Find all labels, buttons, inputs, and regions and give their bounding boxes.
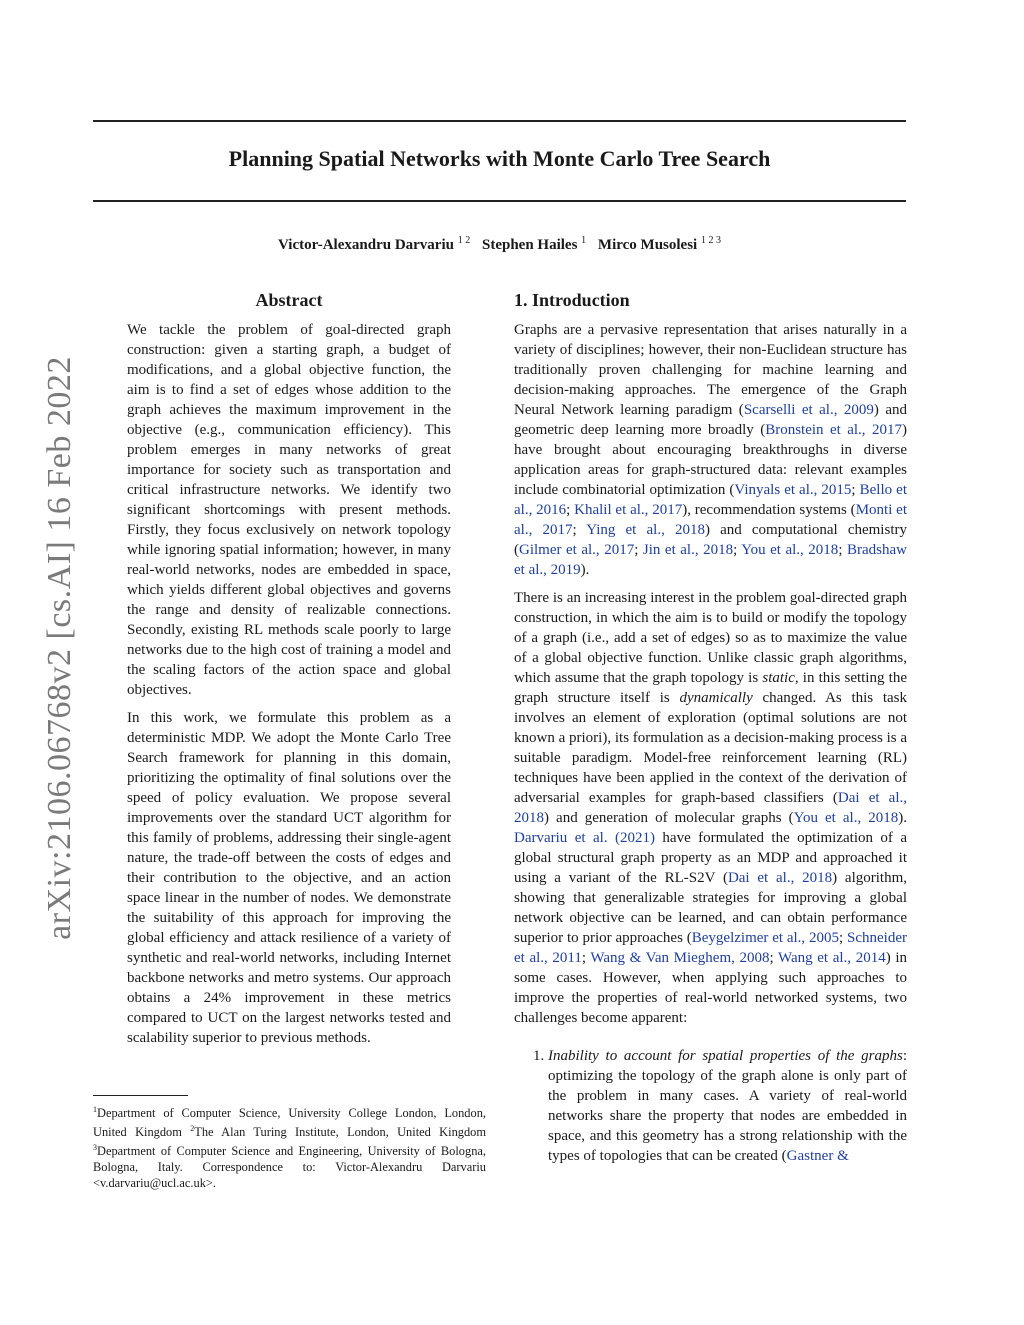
- citation-link[interactable]: Vinyals et al., 2015: [734, 482, 852, 498]
- citation-link[interactable]: Wang et al., 2014: [778, 950, 886, 966]
- citation-link[interactable]: Dai et al., 2018: [727, 870, 833, 886]
- footnote-marker: 2: [190, 1124, 195, 1134]
- author-name: Victor-Alexandru Darvariu: [278, 237, 454, 253]
- citation-link[interactable]: Bello et al., 2016: [514, 482, 908, 518]
- citation-link[interactable]: Bradshaw et al., 2019: [514, 542, 908, 578]
- author-affiliation: 1: [581, 235, 587, 246]
- left-column: [127, 290, 451, 1056]
- challenge-item-1: 1. Inability to account for spatial properties of the graphs: optimizing the topology of the graph alone is only part of the problem in many cases. A variety of real-world networks share the property that nodes are embedded in space, and this geometry has a strong relationship with the types of topologies that can be created (Gastner &: [548, 1046, 907, 1166]
- citation-link[interactable]: Wang & Van Mieghem, 2008: [590, 950, 770, 966]
- author-list: [93, 235, 906, 254]
- citation-link[interactable]: Beygelzimer et al., 2005: [691, 930, 840, 946]
- citation-link[interactable]: Schneider et al., 2011: [514, 930, 907, 966]
- introduction-heading: 1. Introduction: [514, 290, 630, 310]
- emphasis: Inability to account for spatial properties of the graphs: [548, 1048, 903, 1064]
- citation-link[interactable]: Scarselli et al., 2009: [743, 402, 874, 418]
- citation-link[interactable]: You et al., 2018: [793, 810, 899, 826]
- intro-paragraph-1: Graphs are a pervasive representation that arises naturally in a variety of disciplines; however, their non-Euclidean structure has traditionally proven challenging for machine learning and decision-making approaches. The emergence of the Graph Neural Network learning paradigm (Scarselli et al., 2009) and geometric deep learning more broadly (Bronstein et al., 2017) have brought about encouraging breakthroughs in diverse application areas for graph-structured data: relevant examples include combinatorial optimization (Vinyals et al., 2015; Bello et al., 2016; Khalil et al., 2017), recommendation systems (Monti et al., 2017; Ying et al., 2018) and computational chemistry (Gilmer et al., 2017; Jin et al., 2018; You et al., 2018; Bradshaw et al., 2019).: [514, 322, 908, 578]
- author-affiliation: 1 2: [457, 235, 471, 246]
- author-affiliation: 1 2 3: [700, 235, 721, 246]
- abstract-paragraph-2: In this work, we formulate this problem as a deterministic MDP. We adopt the Monte Carlo Tree Search framework for planning in this domain, prioritizing the optimality of final solutions over the speed of policy evaluation. We propose several improvements over the standard UCT algorithm for this family of problems, addressing their single-agent nature, the trade-off between the costs of edges and their contribution to the objective, and an action space linear in the number of nodes. We demonstrate the suitability of this approach for improving the global efficiency and attack resilience of a variety of synthetic and real-world networks, including Internet backbone networks and metro systems. Our approach obtains a 24% improvement in these metrics compared to UCT on the largest networks tested and scalability superior to previous methods.: [127, 710, 451, 1046]
- citation-link[interactable]: Khalil et al., 2017: [574, 502, 683, 518]
- citation-link[interactable]: Monti et al., 2017: [514, 502, 907, 538]
- right-column: [514, 290, 907, 1166]
- arxiv-identifier: arXiv:2106.06768v2 [cs.AI] 16 Feb 2022: [41, 356, 78, 940]
- author-name: Mirco Musolesi: [597, 237, 698, 253]
- citation-link[interactable]: You et al., 2018: [741, 542, 839, 558]
- paper-title: Planning Spatial Networks with Monte Carlo Tree Search: [228, 146, 771, 171]
- affiliations-footnote: $^1$Department of Computer Science, University College London, London, United Kingdom $^2$The Alan Turing Institute, London, United Kingdom $^3$Department of Computer Science and Engineering, University of Bologna, Bologna, Italy. Correspondence to: Victor-Alexandru Darvariu <v.darvariu@ucl.ac.uk>.: [93, 1105, 486, 1191]
- abstract-heading: Abstract: [255, 290, 323, 310]
- emphasis: dynamically: [679, 690, 753, 706]
- citation-link[interactable]: Ying et al., 2018: [586, 522, 705, 538]
- author-1: [278, 237, 470, 253]
- footnote-rule: [93, 1095, 188, 1096]
- challenges-list: [514, 1046, 907, 1166]
- citation-link[interactable]: Bronstein et al., 2017: [765, 422, 902, 438]
- abstract-paragraph-1: We tackle the problem of goal-directed graph construction: given a starting graph, a budget of modifications, and a global objective function, the aim is to find a set of edges whose addition to the graph achieves the maximum improvement in the objective (e.g., communication efficiency). This problem emerges in many networks of great importance for society such as transportation and critical infrastructure networks. We identify two significant shortcomings with present methods. Firstly, they focus exclusively on network topology while ignoring spatial information; however, in many real-world networks, nodes are embedded in space, which yields different global objectives and governs the range and density of realizable connections. Secondly, existing RL methods scale poorly to large networks due to the high cost of training a model and the scaling factors of the action space and global objectives.: [127, 322, 451, 698]
- intro-paragraph-2: There is an increasing interest in the problem goal-directed graph construction, in which the aim is to build or modify the topology of a graph (i.e., add a set of edges) so as to maximize the value of a global objective function. Unlike classic graph algorithms, which assume that the graph topology is static, in this setting the graph structure itself is dynamically changed. As this task involves an element of exploration (optimal solutions are not known a priori), its formulation as a decision-making process is a suitable paradigm. Model-free reinforcement learning (RL) techniques have been applied in the context of the derivation of adversarial examples for graph-based classifiers (Dai et al., 2018) and generation of molecular graphs (You et al., 2018). Darvariu et al. (2021) have formulated the optimization of a global structural graph property as an MDP and approached it using a variant of the RL-S2V (Dai et al., 2018) algorithm, showing that generalizable strategies for improving a global network objective can be learned, and can obtain performance superior to prior approaches (Beygelzimer et al., 2005; Schneider et al., 2011; Wang & Van Mieghem, 2008; Wang et al., 2014) in some cases. However, when applying such approaches to improve the properties of real-world networked systems, two challenges become apparent:: [514, 590, 908, 1026]
- emphasis: static: [762, 670, 795, 686]
- footnote-marker: 1: [93, 1105, 97, 1114]
- author-name: Stephen Hailes: [481, 237, 578, 253]
- footnote-marker: 3: [93, 1143, 97, 1153]
- citation-link[interactable]: Darvariu et al. (2021): [514, 830, 655, 846]
- citation-link[interactable]: Dai et al., 2018: [514, 790, 907, 826]
- author-3: [598, 237, 721, 253]
- title-rule-top: [93, 120, 906, 122]
- citation-link[interactable]: Jin et al., 2018: [642, 542, 734, 558]
- author-2: [482, 237, 586, 253]
- citation-link[interactable]: Gilmer et al., 2017: [519, 542, 635, 558]
- citation-link[interactable]: Gastner &: [786, 1148, 849, 1164]
- title-rule-bottom: [93, 200, 906, 202]
